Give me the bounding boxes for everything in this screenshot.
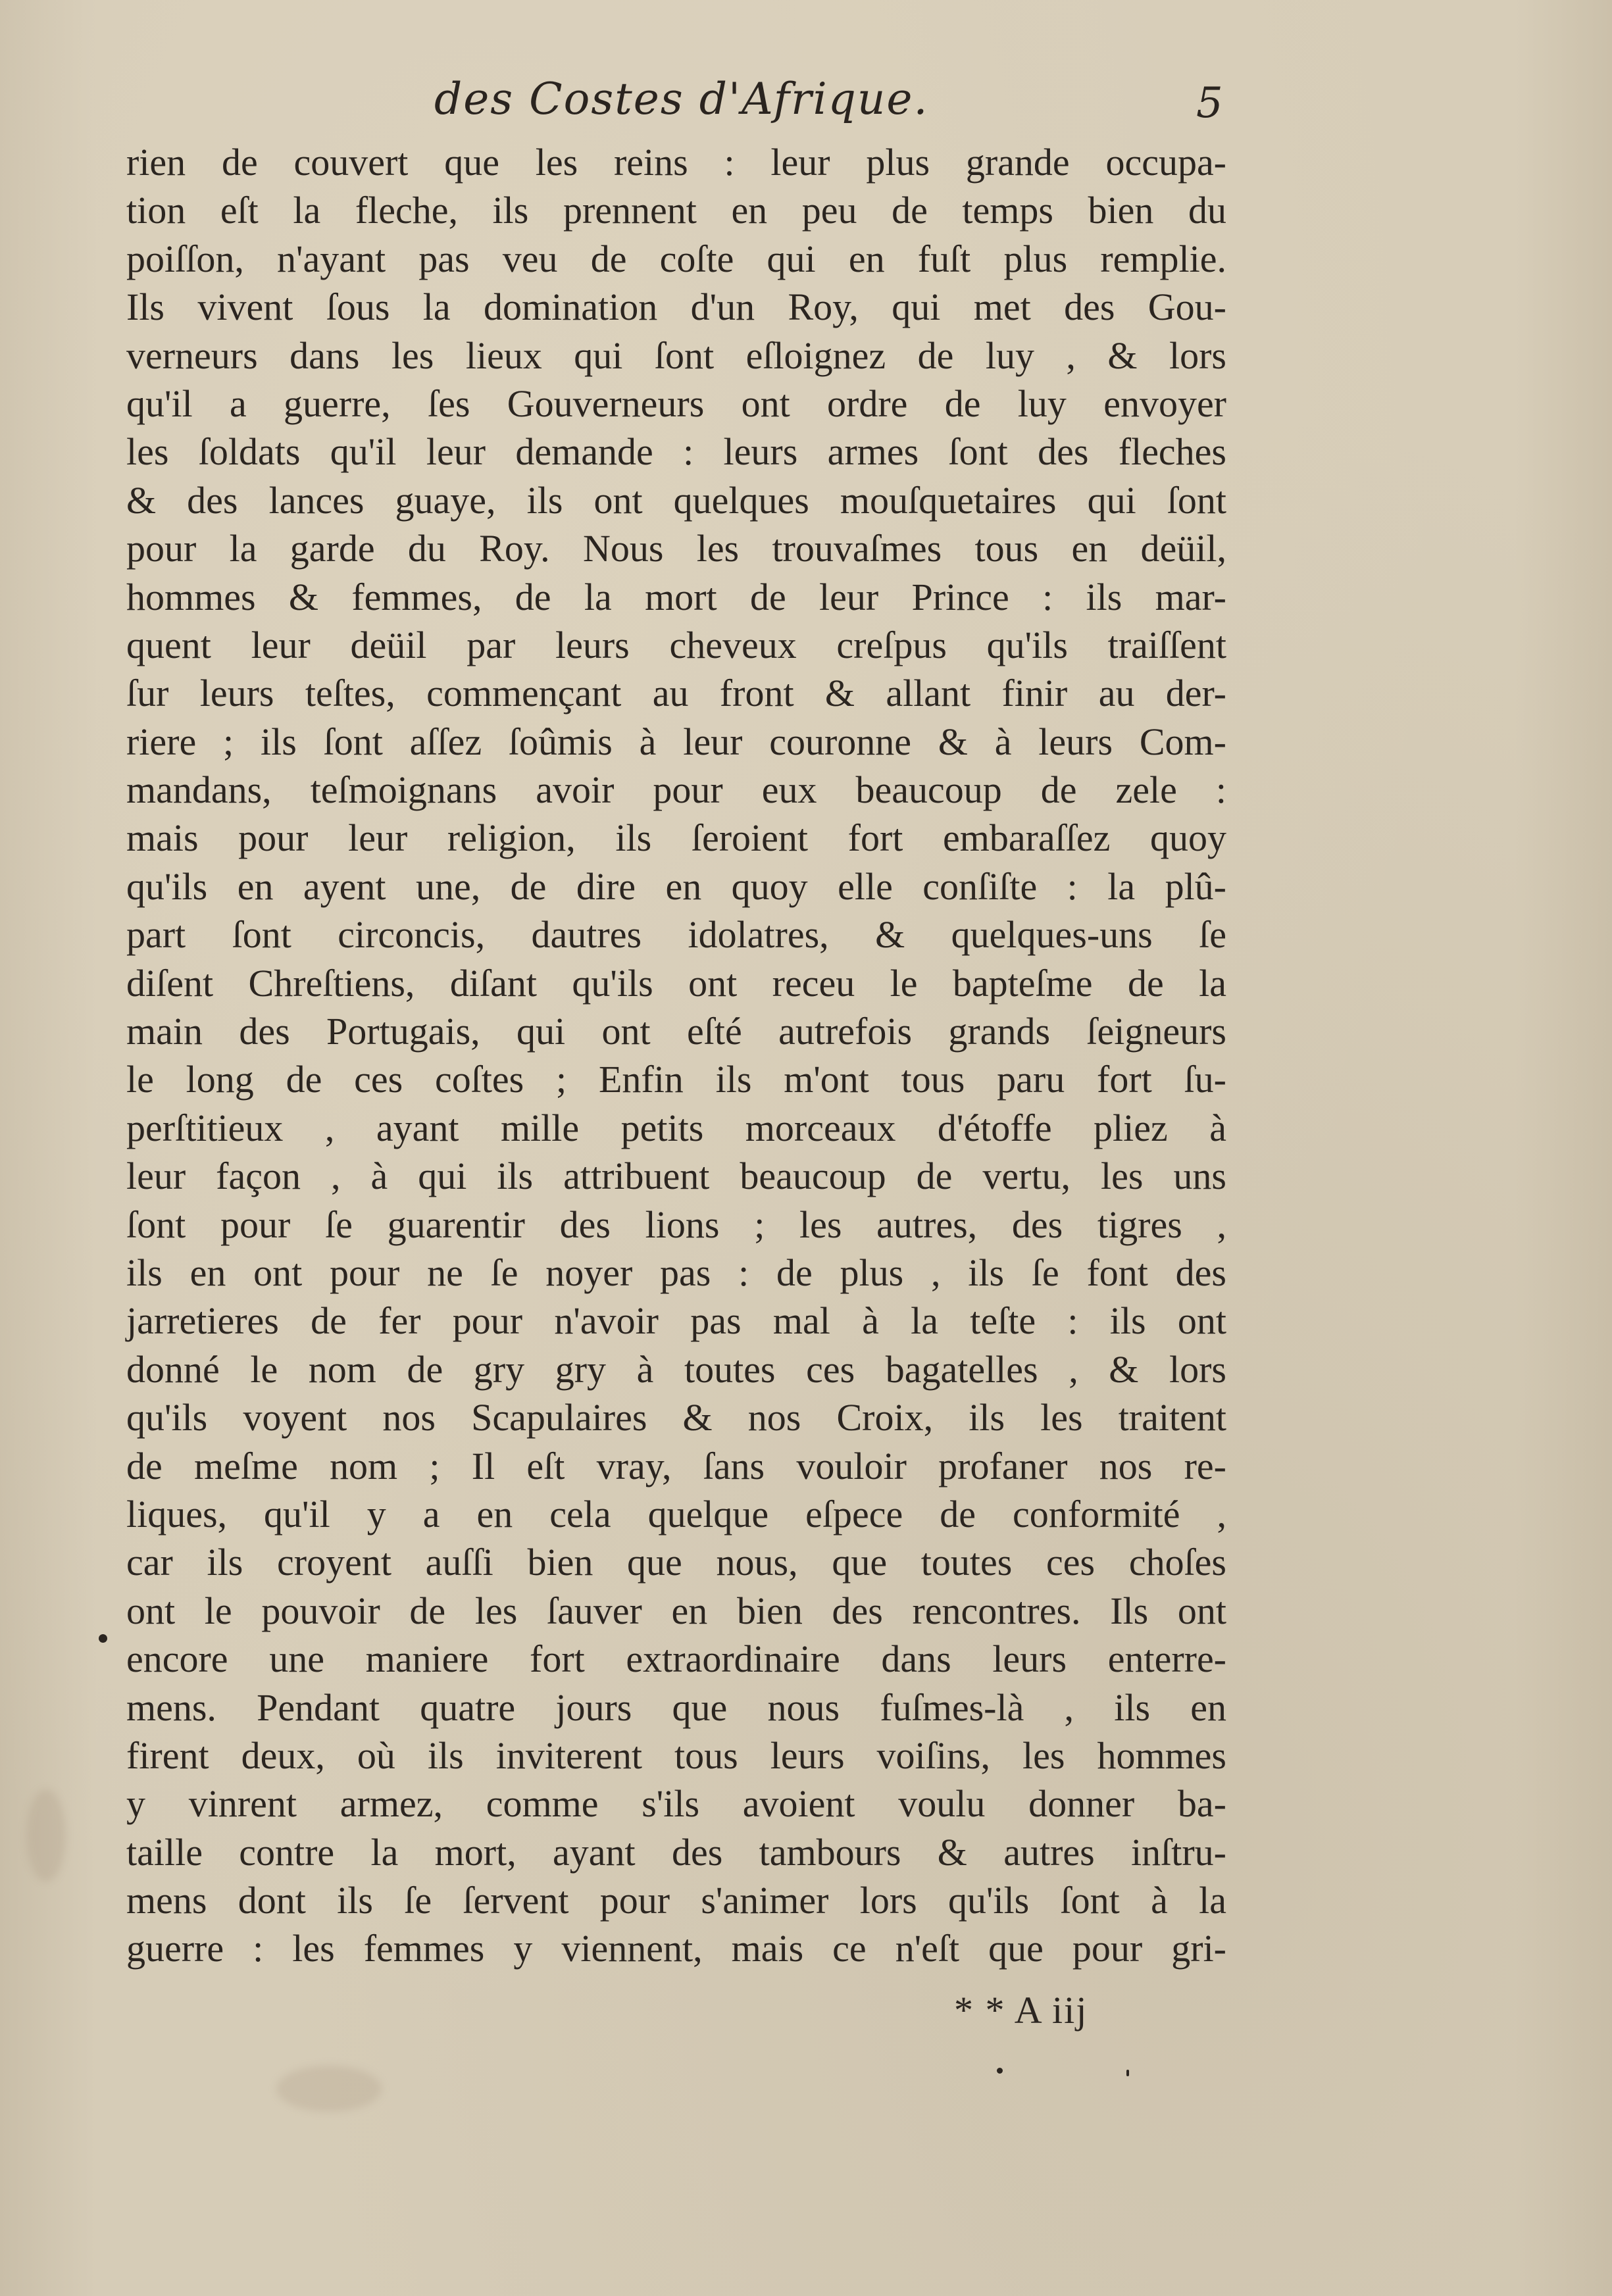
text-line: mais pour leur religion, ils ſeroient fort embaraſſez quoy [126, 816, 1226, 860]
paper-stain [26, 1789, 66, 1882]
text-line: ſont pour ſe guarentir des lions ; les autres, des tigres , [126, 1203, 1226, 1246]
text-line: car ils croyent auſſi bien que nous, que toutes ces choſes [126, 1541, 1226, 1584]
running-title: des Costes d'Afrique. [434, 74, 929, 124]
text-line: encore une maniere fort extraordinaire dans leurs enterre- [126, 1637, 1226, 1681]
text-line: perſtitieux , ayant mille petits morceaux d'étoffe pliez à [126, 1106, 1226, 1149]
text-line: de meſme nom ; Il eſt vray, ſans vouloir profaner nos re- [126, 1444, 1226, 1487]
text-line: tion eſt la fleche, ils prennent en peu de temps bien du [126, 189, 1226, 232]
text-line: poiſſon, n'ayant pas veu de coſte qui en fuſt plus remplie. [126, 237, 1226, 280]
text-line: diſent Chreſtiens, diſant qu'ils ont receu le bapteſme de la [126, 961, 1226, 1005]
text-line: mens dont ils ſe ſervent pour s'animer lors qu'ils ſont à la [126, 1879, 1226, 1922]
signature-mark: * * A iij [954, 1989, 1088, 2032]
text-line: ſur leurs teſtes, commençant au front & allant finir au der- [126, 672, 1226, 715]
text-line: hommes & femmes, de la mort de leur Prince : ils mar- [126, 575, 1226, 618]
text-line: ont le pouvoir de les ſauver en bien des rencontres. Ils ont [126, 1589, 1226, 1632]
text-line: guerre : les femmes y viennent, mais ce n'eſt que pour gri- [126, 1927, 1226, 1970]
text-line: le long de ces coſtes ; Enfin ils m'ont tous paru fort ſu- [126, 1058, 1226, 1101]
text-line: qu'il a guerre, ſes Gouverneurs ont ordre de luy envoyer [126, 382, 1226, 425]
page-number: 5 [1196, 79, 1223, 128]
ink-blot [99, 1634, 107, 1643]
text-line: mandans, teſmoignans avoir pour eux beaucoup de zele : [126, 768, 1226, 812]
text-line: les ſoldats qu'il leur demande : leurs armes ſont des fleches [126, 430, 1226, 474]
text-line: pour la garde du Roy. Nous les trouvaſmes tous en deüil, [126, 527, 1226, 570]
ink-blot [1126, 2070, 1129, 2076]
text-line: y vinrent armez, comme s'ils avoient voulu donner ba- [126, 1782, 1226, 1826]
text-line: mens. Pendant quatre jours que nous fuſmes-là , ils en [126, 1685, 1226, 1729]
text-line: part ſont circoncis, dautres idolatres, & quelques-uns ſe [126, 913, 1226, 957]
text-line: verneurs dans les lieux qui ſont eſloignez de luy , & lors [126, 334, 1226, 377]
running-head [0, 74, 1612, 133]
text-line: jarretieres de fer pour n'avoir pas mal à la teſte : ils ont [126, 1299, 1226, 1343]
text-line: & des lances guaye, ils ont quelques mouſquetaires qui ſont [126, 478, 1226, 522]
text-line: rien de couvert que les reins : leur plus grande occupa- [126, 141, 1226, 184]
text-line: Ils vivent ſous la domination d'un Roy, qui met des Gou- [126, 286, 1226, 329]
text-line: main des Portugais, qui ont eſté autrefois grands ſeigneurs [126, 1010, 1226, 1053]
text-line: riere ; ils ſont aſſez ſoûmis à leur couronne & à leurs Com- [126, 720, 1226, 763]
text-line: liques, qu'il y a en cela quelque eſpece de conformité , [126, 1492, 1226, 1535]
text-line: quent leur deüil par leurs cheveux creſpus qu'ils traiſſent [126, 623, 1226, 666]
text-line: taille contre la mort, ayant des tambours & autres inſtru- [126, 1830, 1226, 1874]
text-line: qu'ils en ayent une, de dire en quoy elle conſiſte : la plû- [126, 864, 1226, 908]
text-line: qu'ils voyent nos Scapulaires & nos Croix, ils les traitent [126, 1396, 1226, 1439]
text-line: donné le nom de gry gry à toutes ces bagatelles , & lors [126, 1347, 1226, 1391]
text-line: firent deux, où ils inviterent tous leurs voiſins, les hommes [126, 1734, 1226, 1777]
text-line: ils en ont pour ne ſe noyer pas : de plus , ils ſe font des [126, 1251, 1226, 1294]
text-line: leur façon , à qui ils attribuent beaucoup de vertu, les uns [126, 1155, 1226, 1198]
paper-stain [276, 2066, 382, 2112]
body-text [126, 138, 1226, 1973]
ink-blot [997, 2068, 1003, 2074]
